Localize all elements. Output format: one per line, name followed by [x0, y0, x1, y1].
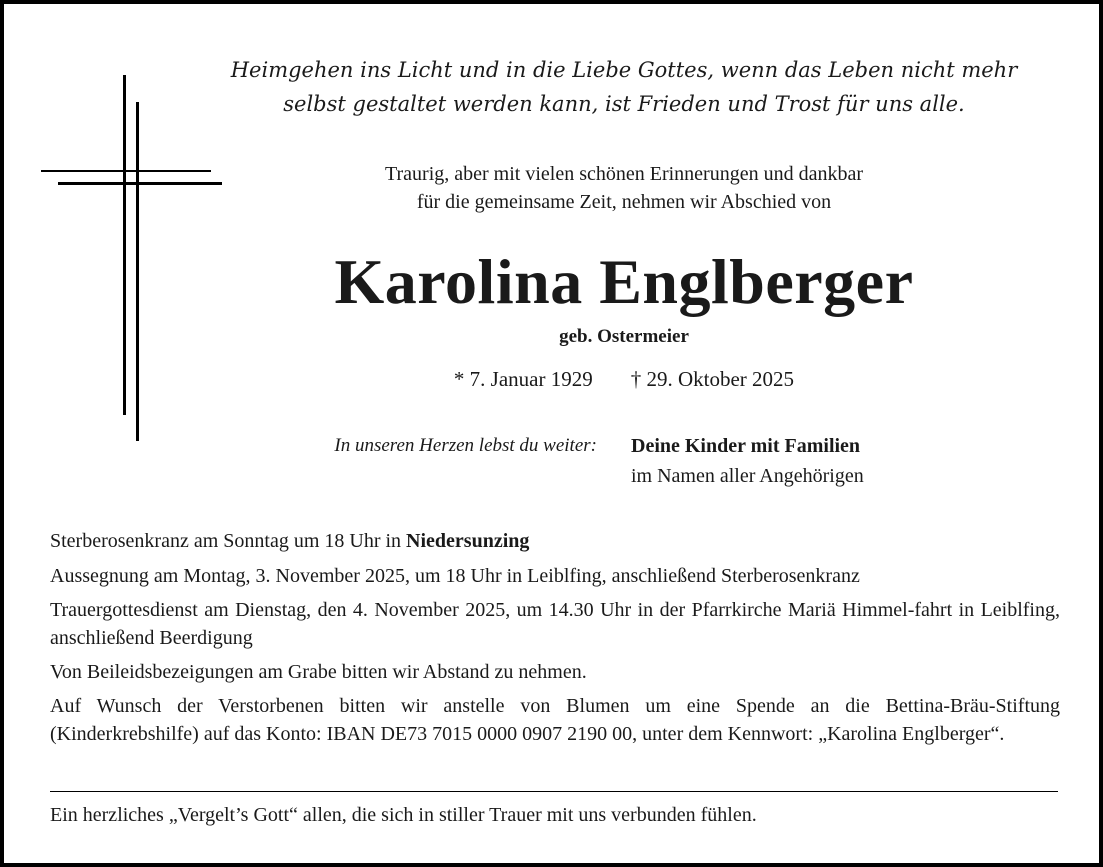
- deceased-name: Karolina Englberger: [334, 246, 914, 317]
- rosary-info: [50, 526, 1060, 556]
- quote-line-2: selbst gestaltet werden kann, ist Frieden und Trost für uns alle.: [283, 92, 965, 116]
- blessing-info: Aussegnung am Montag, 3. November 2025, um 18 Uhr in Leiblfing, anschließend Sterberosenkranz: [50, 565, 860, 587]
- signers-sub: im Namen aller Angehörigen: [631, 465, 864, 487]
- rosary-place: Niedersunzing: [406, 530, 530, 552]
- birth-date: * 7. Januar 1929: [453, 367, 593, 391]
- divider: [50, 791, 1058, 792]
- condolence-note: Von Beileidsbezeigungen am Grabe bitten wir Abstand zu nehmen.: [50, 661, 587, 683]
- life-dates: [184, 365, 1064, 393]
- death-date: † 29. Oktober 2025: [630, 367, 795, 391]
- bible-quote: [184, 53, 1064, 121]
- signers-main: Deine Kinder mit Familien: [631, 435, 861, 457]
- intro-line-1: Traurig, aber mit vielen schönen Erinnerungen und dankbar: [384, 163, 864, 185]
- closing-thanks: Ein herzliches „Vergelt’s Gott“ allen, die sich in stiller Trauer mit uns verbunden fühlen.: [50, 804, 757, 826]
- funeral-details: [50, 526, 1060, 753]
- memorial-motto: In unseren Herzen lebst du weiter:: [334, 435, 597, 456]
- maiden-name: geb. Ostermeier: [559, 326, 689, 347]
- intro-text: [184, 160, 1064, 216]
- signers: [631, 431, 864, 491]
- service-info: Trauergottesdienst am Dienstag, den 4. November 2025, um 14.30 Uhr in der Pfarrkirche Mariä Himmel-fahrt in Leiblfing, anschließend Beerdigung: [50, 599, 1060, 649]
- intro-line-2: für die gemeinsame Zeit, nehmen wir Abschied von: [416, 191, 832, 213]
- rosary-text: Sterberosenkranz am Sonntag um 18 Uhr in: [50, 530, 407, 552]
- quote-line-1: Heimgehen ins Licht und in die Liebe Gottes, wenn das Leben nicht mehr: [230, 58, 1018, 82]
- donation-info: Auf Wunsch der Verstorbenen bitten wir anstelle von Blumen um eine Spende an die Bettina-Bräu-Stiftung (Kinderkrebshilfe) auf das Konto: IBAN DE73 7015 0000 0907 2190 00, unter dem Kennwort: „Karolina Englberger“.: [50, 695, 1060, 745]
